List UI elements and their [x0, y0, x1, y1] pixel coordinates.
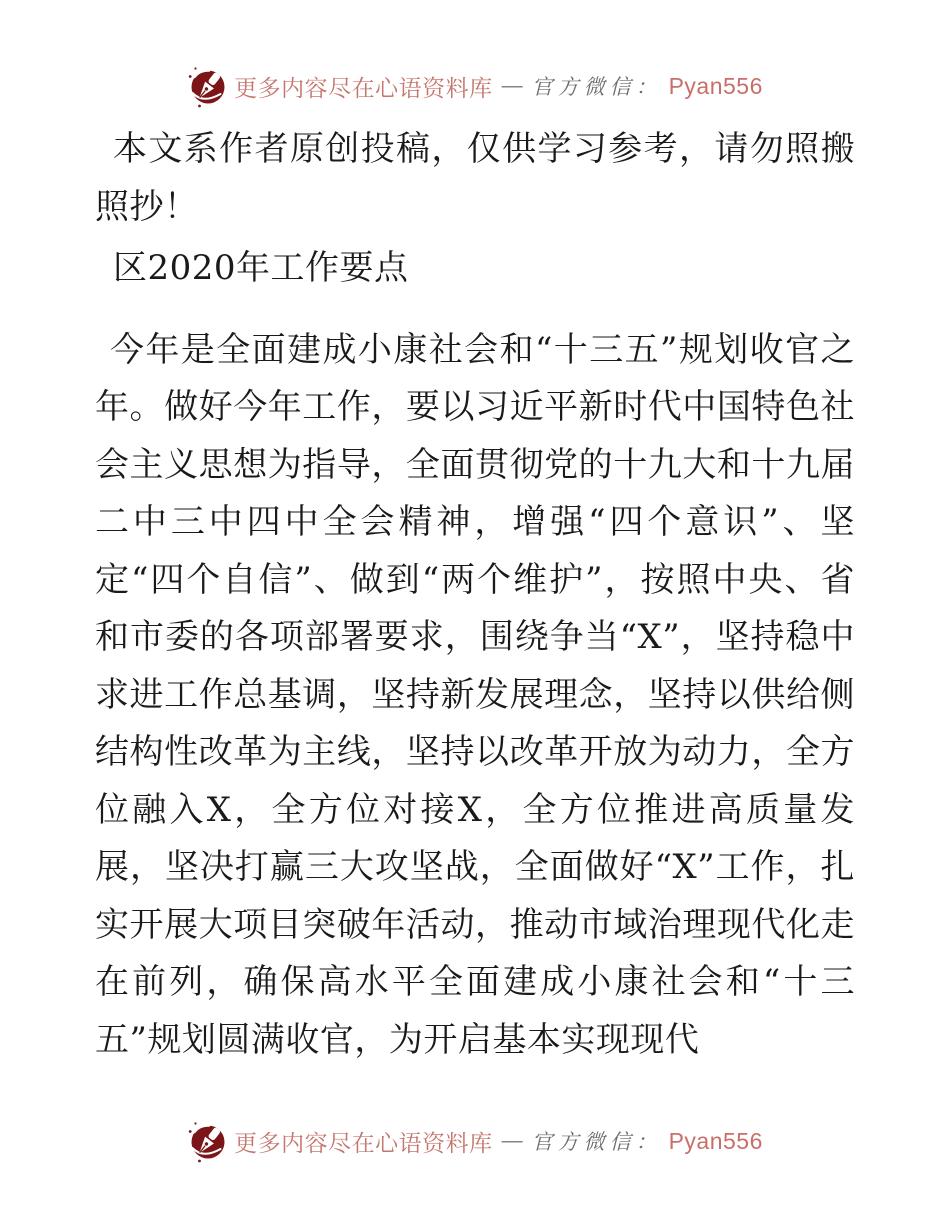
wechat-label: 官方微信：	[531, 1130, 662, 1154]
brand-text: 更多内容尽在心语资料库	[234, 75, 493, 102]
document-content	[95, 121, 855, 1069]
footer-banner	[0, 1119, 950, 1163]
wechat-id: Pyan556	[668, 72, 763, 99]
wechat-label: 官方微信：	[531, 75, 662, 99]
banner-dash: —	[500, 1128, 524, 1154]
document-title: 区2020年工作要点	[113, 248, 409, 288]
body-paragraph: 今年是全面建成小康社会和“十三五”规划收官之年。做好今年工作，要以习近平新时代中国特色社会主义思想为指导，全面贯彻党的十九大和十九届二中三中四中全会精神，增强“四个意识”、坚定“四个自信”、做到“两个维护”，按照中央、省和市委的各项部署要求，围绕争当“X”，坚持稳中求进工作总基调，坚持新发展理念，坚持以供给侧结构性改革为主线，坚持以改革开放为动力，全方位融入X，全方位对接X，全方位推进高质量发展，坚决打赢三大攻坚战，全面做好“X”工作，扎实开展大项目突破年活动，推动市域治理现代化走在前列，确保高水平全面建成小康社会和“十三五”规划圆满收官，为开启基本实现现代	[95, 329, 855, 1060]
banner-dash: —	[500, 73, 524, 99]
brand-text: 更多内容尽在心语资料库	[234, 1130, 493, 1157]
pen-logo-icon	[187, 1119, 227, 1163]
wechat-id: Pyan556	[668, 1127, 763, 1154]
header-banner	[0, 0, 950, 108]
notice-paragraph: 本文系作者原创投稿，仅供学习参考，请勿照搬照抄！	[95, 129, 855, 227]
pen-logo-icon	[187, 64, 227, 108]
